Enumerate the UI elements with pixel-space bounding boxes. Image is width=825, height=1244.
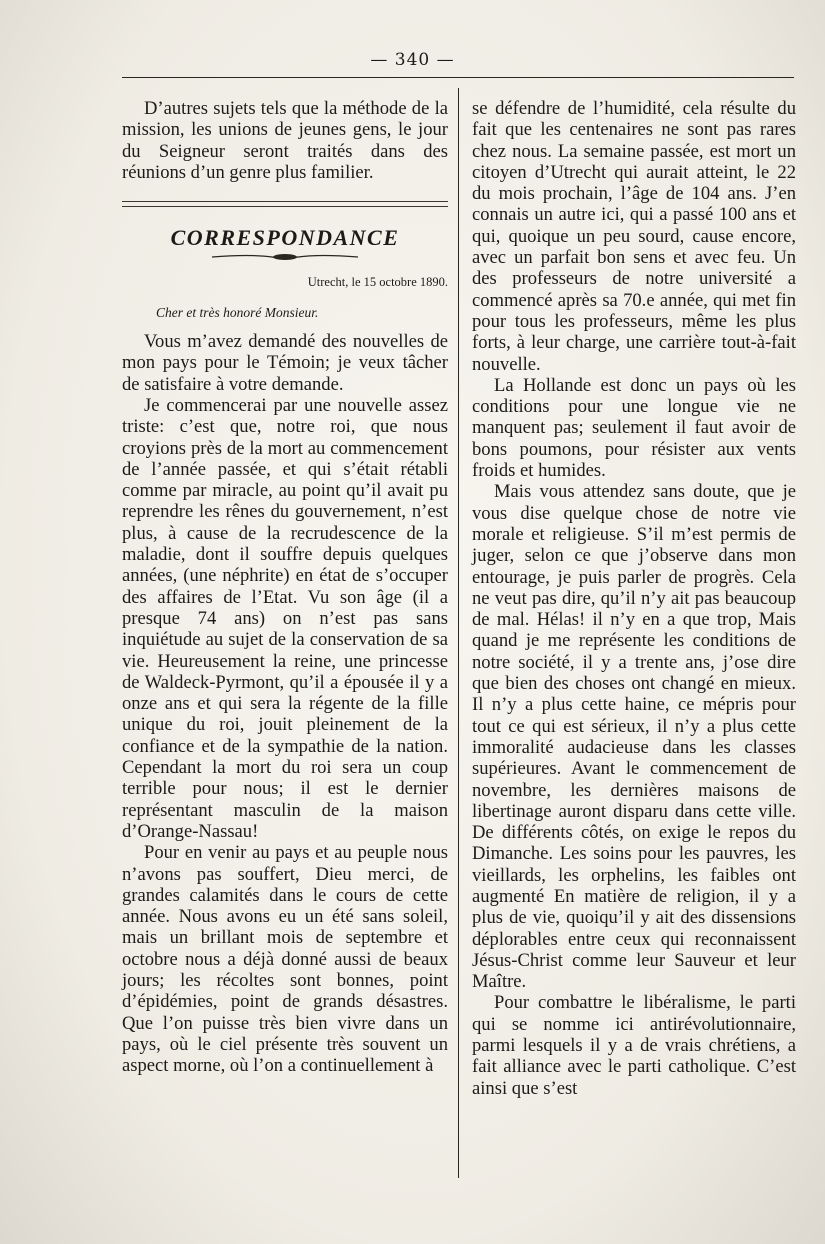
left-column [122,98,448,1076]
letter-paragraph: La Hollande est donc un pays où les conditions pour une longue vie ne manquent pas; seulement il faut avoir de bons poumons, pour résister aux vents froids et humides. [472,374,796,482]
letter-paragraph: Pour en venir au pays et au peuple nous n’avons pas souffert, Dieu merci, de grandes calamités dans le cours de cette année. Nous avons eu un été sans soleil, mais un brillant mois de septembre et octobre nous a déjà donné aussi de beaux jours; les récoltes sont bonnes, point d’épidémies, point de grands désastres. Que l’on puisse très bien vivre dans un pays, où le ciel présente très souvent un aspect morne, où l’on a continuellement à [122,842,448,1077]
letter-paragraph: se défendre de l’humidité, cela résulte du fait que les centenaires ne sont pas rares chez nous. La semaine passée, est mort un citoyen d’Utrecht qui aurait atteint, le 22 du mois prochain, l’âge de 104 ans. J’en connais un autre ici, qui a passé 100 ans et qui, quoique un peu sourd, cause encore, avec un parfait bon sens et avec feu. Un des professeurs de notre université a commencé après sa 70.e année, qui met fin pour tous les professeurs, même les plus forts, à leur charge, une carrière tout-à-fait nouvelle. [472,98,796,375]
letter-paragraph: Pour combattre le libéralisme, le parti qui se nomme ici antirévolutionnaire, parmi lesquels il y a de vrais chrétiens, a fait alliance avec le parti catholique. C’est ainsi que s’est [472,992,796,1099]
page-number: — 340 — [370,50,455,70]
intro-paragraph: D’autres sujets tels que la méthode de la mission, les unions de jeunes gens, le jour du Seigneur seront traités dans des réunions d’un genre plus familier. [122,98,448,183]
ornament-flourish-icon [210,252,360,262]
column-divider [458,88,459,1178]
letter-salutation: Cher et très honoré Monsieur. [156,304,319,320]
right-column [472,98,796,1099]
header-rule [122,77,794,78]
letter-paragraph: Vous m’avez demandé des nouvelles de mon pays pour le Témoin; je veux tâcher de satisfaire à votre demande. [122,331,448,395]
section-separator [122,201,448,207]
letter-paragraph: Je commencerai par une nouvelle assez triste: c’est que, notre roi, que nous croyions près de la mort au commencement de l’année passée, et qui s’était rétabli comme par miracle, au point qu’il avait pu reprendre les rênes du gouvernement, n’est plus, à cause de la recrudescence de la maladie, dont il souffre depuis quelques années, (une néphrite) en état de s’occuper des affaires de l’Etat. Vu son âge (il a presque 74 ans) on n’est pas sans inquiétude au sujet de la conservation de sa vie. Heureusement la reine, une princesse de Waldeck-Pyrmont, qu’il a épousée il y a onze ans et qui sera la régente de la fille unique du roi, jouit pleinement de la confiance et de la sympathie de la nation. Cependant la mort du roi sera un coup terrible pour nous; il est le dernier représentant masculin de la maison d’Orange-Nassau! [122,394,448,842]
letter-paragraph: Mais vous attendez sans doute, que je vous dise quelque chose de notre vie morale et religieuse. S’il m’est permis de juger, selon ce que j’observe dans mon entourage, je puis parler de progrès. Cela ne veut pas dire, qu’il n’y ait pas beaucoup de mal. Hélas! il n’y en a que trop, Mais quand je me représente les conditions de notre société, il y a trente ans, j’ose dire que bien des choses ont changé en mieux. Il n’y a plus cette haine, ce mépris pour tout ce qui est sérieux, il n’y a plus cette immoralité audacieuse dans les classes supérieures. Avant le commencement de novembre, les dernières maisons de libertinage auront disparu dans cette ville. De différents côtés, on exige le repos du Dimanche. Les soins pour les pauvres, les vieillards, les orphelins, les faibles ont augmenté En matière de religion, il y a plus de vie, quoiqu’il y ait des dissensions déplorables entre ceux qui reconnaissent Jésus-Christ comme leur Sauveur et leur Maître. [472,481,796,993]
section-heading: CORRESPONDANCE [170,225,400,251]
letter-dateline: Utrecht, le 15 octobre 1890. [307,275,448,290]
